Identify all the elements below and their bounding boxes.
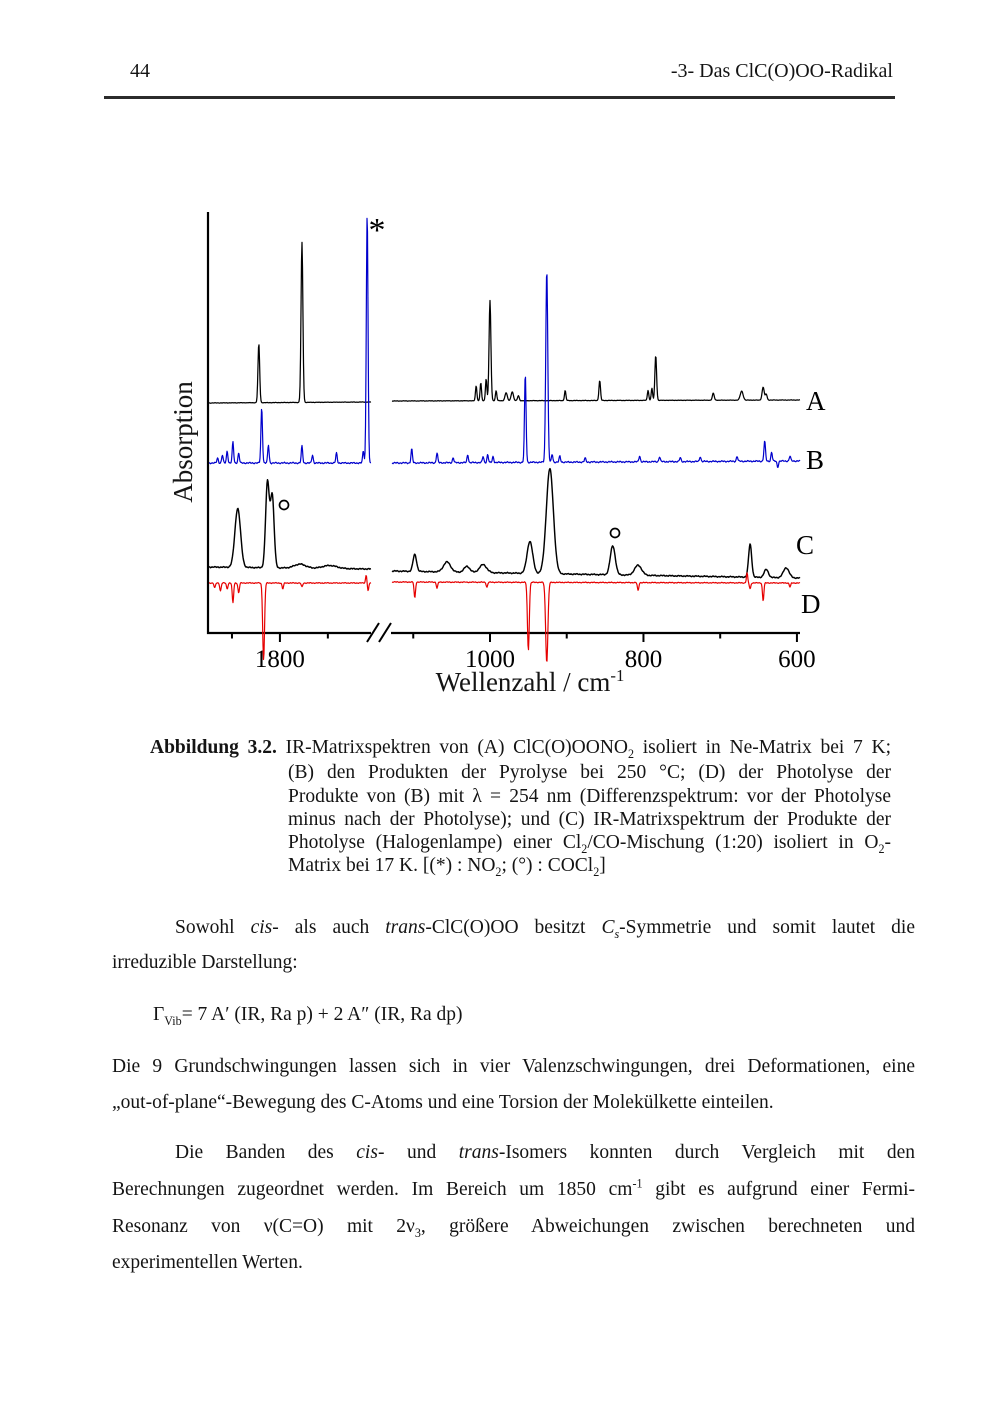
- x-tick-label: 1000: [464, 646, 515, 673]
- page-number: 44: [130, 60, 150, 82]
- trace-B-left: [209, 218, 371, 464]
- star-marker: *: [368, 212, 386, 249]
- trace-B-right: [392, 275, 800, 468]
- figure-caption-line: Produkte von (B) mit λ = 254 nm (Differenzspektrum: vor der Photolyse: [288, 786, 891, 807]
- paragraph-line: Die 9 Grundschwingungen lassen sich in vier Valenzschwingungen, drei Deformationen, eine: [112, 1056, 915, 1077]
- paragraph-line: Sowohl cis- als auch trans-ClC(O)OO besitzt $C_s$-Symmetrie und somit lautet die: [175, 917, 915, 941]
- figure-caption-line: (B) den Produkten der Pyrolyse bei 250 °C; (D) der Photolyse der: [288, 762, 891, 783]
- figure-caption-line: Matrix bei 17 K. [(*) : $NO_2$; (°) : COCl$_2$]: [288, 855, 606, 879]
- trace-A-left: [209, 242, 371, 403]
- circle-marker: [611, 529, 620, 538]
- paragraph-line: experimentellen Werten.: [112, 1252, 303, 1273]
- running-title: -3- Das ClC(O)OO-Radikal: [670, 60, 893, 82]
- paragraph-line: irreduzible Darstellung:: [112, 952, 298, 973]
- trace-A-right: [392, 301, 800, 402]
- trace-C-left: [209, 480, 371, 570]
- trace-label-B: B: [806, 445, 825, 475]
- trace-C-right: [392, 469, 800, 579]
- figure-caption-line: minus nach der Photolyse); und (C) IR-Matrixspektrum der Produkte der: [288, 809, 891, 830]
- axis-left: [208, 212, 371, 633]
- figure-caption-line: Photolyse (Halogenlampe) einer $Cl_2/CO$-Mischung (1:20) isoliert in $O_2-$: [288, 832, 891, 856]
- figure-caption-text: IR-Matrixspektren von (A) $ClC(O)OONO_2$ isoliert in Ne-Matrix bei 7 K;: [285, 737, 891, 761]
- x-tick-label: 1800: [254, 646, 305, 673]
- paragraph-line: „out-of-plane“-Bewegung des C-Atoms und eine Torsion der Molekülkette einteilen.: [112, 1092, 774, 1113]
- trace-label-A: A: [806, 386, 826, 416]
- y-axis-label: Absorption: [168, 381, 198, 503]
- formula-line: $\Gamma_{Vib}= 7$ A′ (IR, Ra p) + 2 A″ (IR, Ra dp): [153, 1004, 463, 1028]
- paragraph-line: Resonanz von ν(C=O) mit $2\nu_3$, größere Abweichungen zwischen berechneten und: [112, 1216, 915, 1240]
- trace-label-C: C: [796, 530, 815, 560]
- trace-label-D: D: [801, 589, 821, 619]
- circle-marker: [280, 501, 289, 510]
- figure-caption-label: Abbildung 3.2.: [150, 737, 277, 758]
- x-axis-label: Wellenzahl / $cm^{-1}$: [435, 666, 625, 697]
- paragraph-line: Berechnungen zugeordnet werden. Im Bereich um 1850 $cm^{-1}$ gibt es aufgrund einer Fermi-: [112, 1176, 916, 1200]
- paragraph-line: Die Banden des cis- und trans-Isomers konnten durch Vergleich mit den: [175, 1142, 916, 1163]
- x-tick-label: 800: [624, 646, 663, 673]
- x-tick-label: 600: [778, 646, 816, 673]
- trace-D-right: [392, 573, 800, 661]
